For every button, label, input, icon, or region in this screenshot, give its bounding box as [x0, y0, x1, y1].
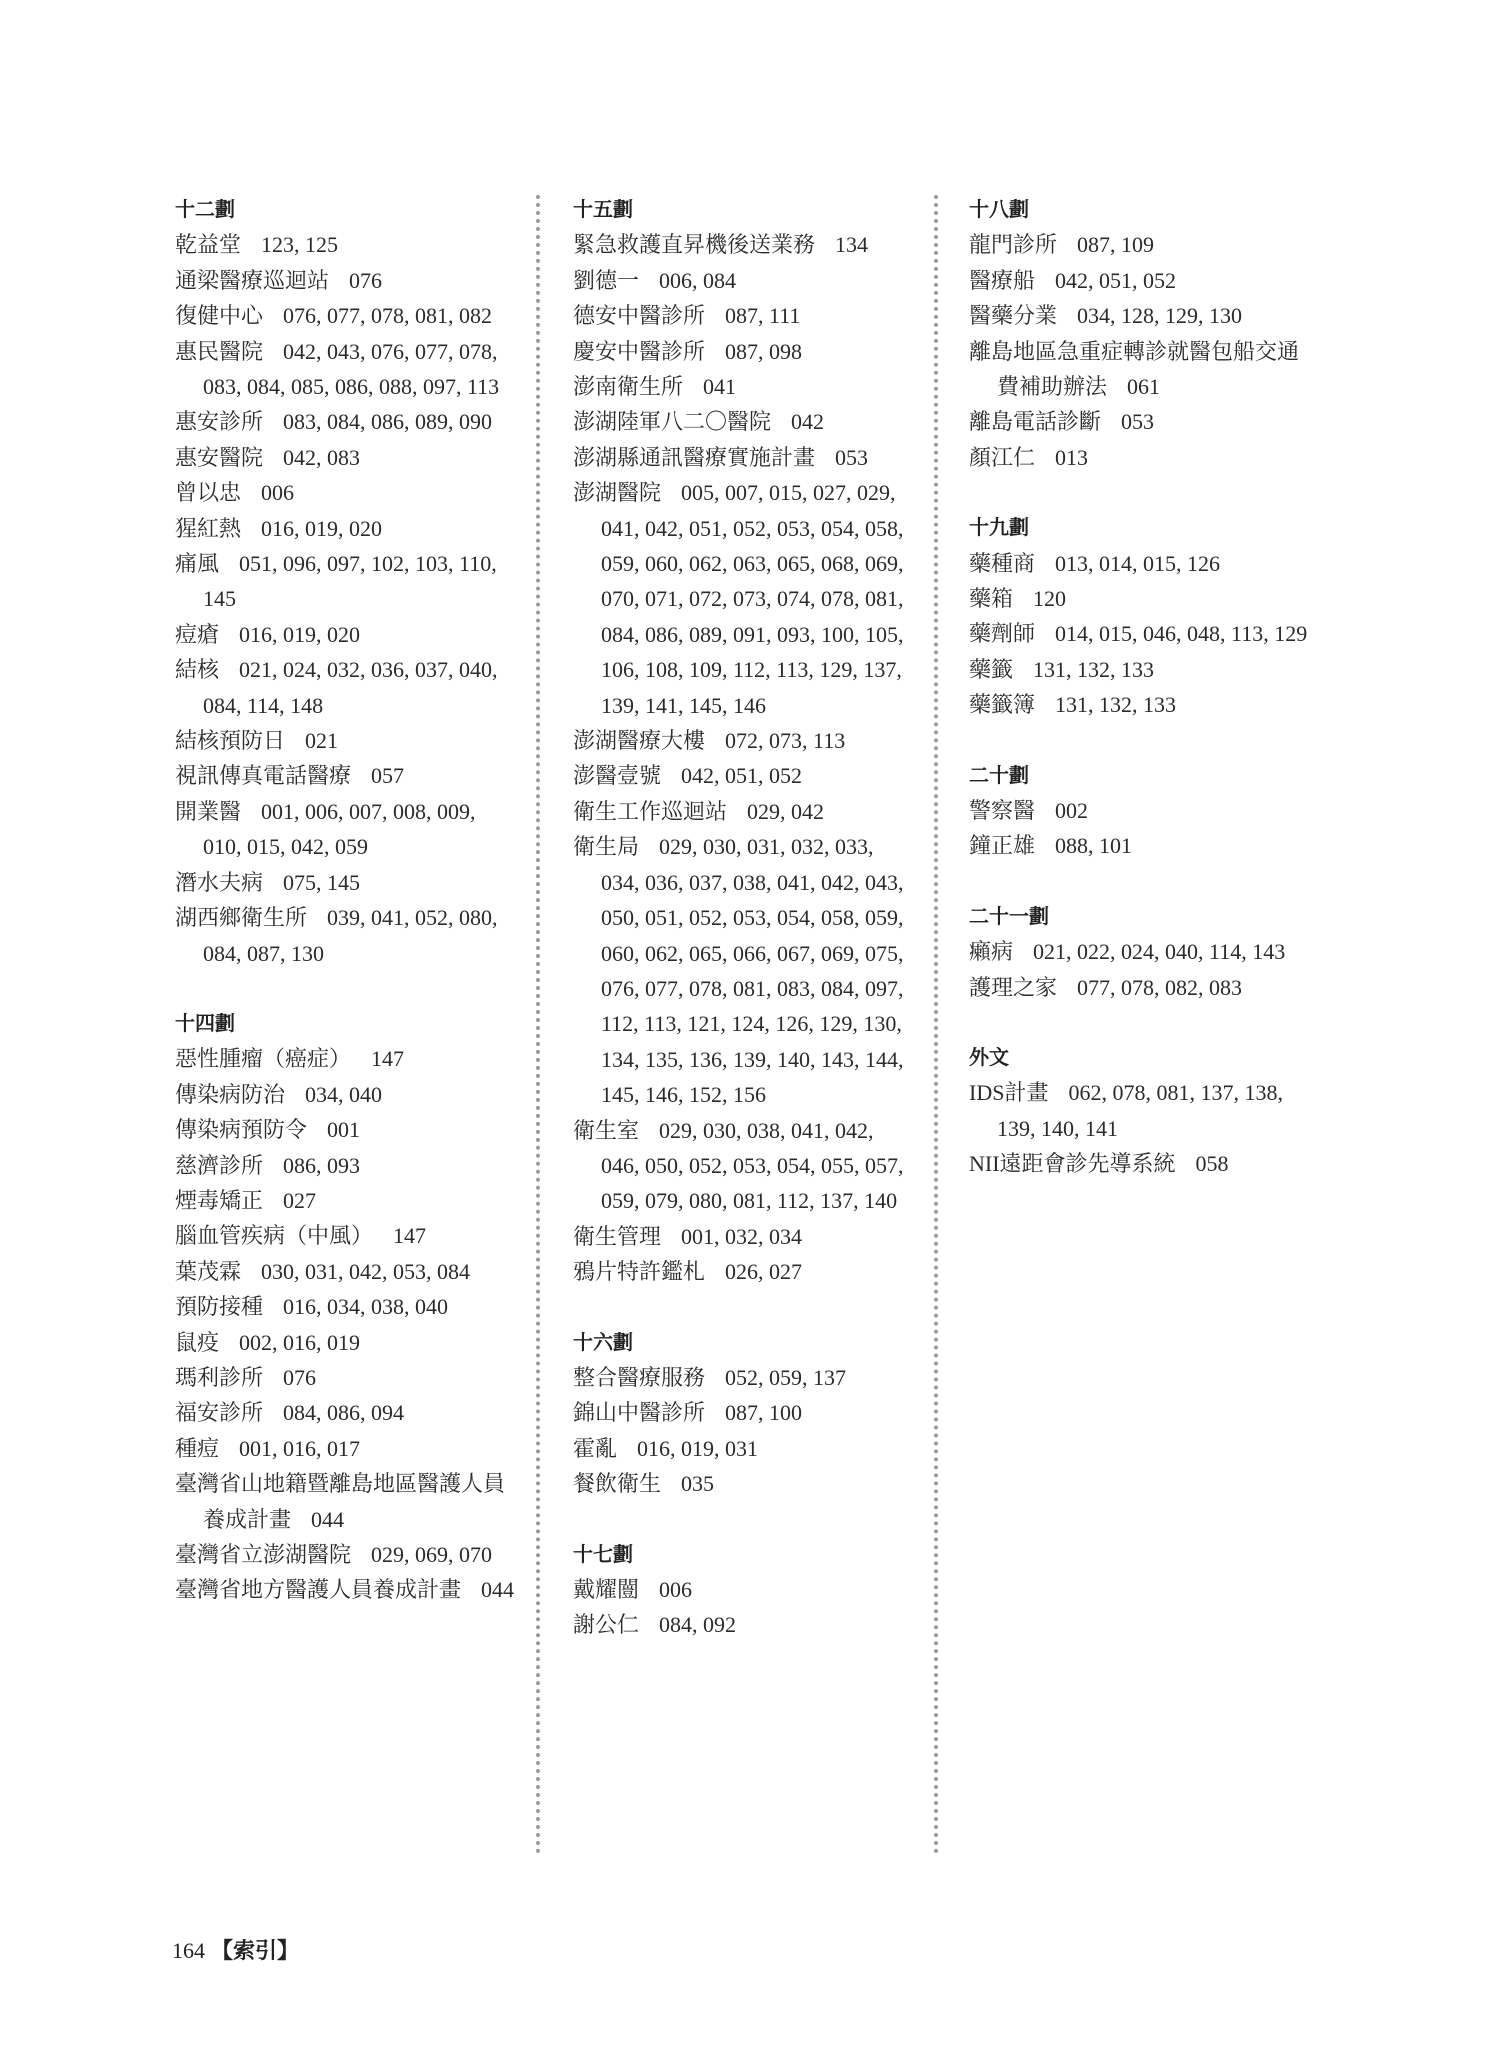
entry-pages: 016, 034, 038, 040: [283, 1294, 449, 1320]
entry-term: 傳染病防治: [175, 1081, 286, 1107]
index-entry: [969, 334, 1309, 405]
entry-pages: 029, 069, 070: [371, 1542, 493, 1567]
index-entry: [175, 758, 515, 793]
entry-term: 謝公仁: [573, 1612, 640, 1638]
index-entry: [175, 900, 515, 971]
index-entry: [573, 404, 913, 439]
entry-pages: 044: [481, 1577, 515, 1603]
index-entry: [969, 828, 1309, 863]
entry-pages: 120: [1033, 586, 1067, 612]
entry-pages: 016, 019, 020: [239, 621, 361, 647]
entry-term: 離島電話診斷: [969, 409, 1102, 435]
index-entry: [175, 1112, 515, 1147]
entry-pages: 077, 078, 082, 083: [1077, 974, 1243, 1000]
entry-term: 慶安中醫診所: [573, 338, 706, 364]
index-entry: [175, 1254, 515, 1289]
index-entry: [573, 758, 913, 793]
entry-pages: 021, 024, 032, 036, 037, 040, 084, 114, 148: [203, 657, 498, 718]
section-heading: 十二劃: [175, 197, 235, 221]
entry-term: 霍亂: [573, 1435, 618, 1461]
column-divider: [934, 195, 938, 1855]
entry-term: 惠安診所: [175, 409, 264, 435]
entry-term: 警察醫: [969, 798, 1036, 824]
index-entry: [175, 1537, 515, 1572]
entry-term: 龍門診所: [969, 232, 1058, 258]
entry-term: 臺灣省地方醫護人員養成計畫: [175, 1577, 462, 1603]
index-entry: [573, 1466, 913, 1501]
entry-pages: 044: [311, 1506, 345, 1532]
entry-pages: 001, 016, 017: [239, 1435, 361, 1461]
index-entry: [573, 1431, 913, 1466]
entry-pages: 042, 051, 052: [1055, 267, 1177, 293]
entry-term: 湖西鄉衛生所: [175, 905, 308, 931]
index-entry: [175, 1183, 515, 1218]
entry-term: 藥劑師: [969, 621, 1036, 647]
entry-pages: 087, 109: [1077, 232, 1155, 258]
index-entry: [573, 723, 913, 758]
entry-pages: 042, 043, 076, 077, 078, 083, 084, 085, 086, 088, 097, 113: [203, 338, 500, 400]
entry-term: 鐘正雄: [969, 833, 1036, 859]
index-entry: [969, 793, 1309, 828]
entry-pages: 147: [393, 1223, 427, 1249]
entry-pages: 029, 030, 031, 032, 033, 034, 036, 037, 038, 041, 042, 043, 050, 051, 052, 053, 054, 058, 059, 060, 062, 065, 066, 067, 069, 075, 076, 077, 078, 081, 083, 084, 097, 112, 113, 121, 124, 126, 129, 130, 134, 135, 136, 139, 140, 143, 144, 145, 146, 152, 156: [601, 834, 904, 1108]
page-footer: [172, 1934, 299, 1965]
entry-term: 開業醫: [175, 798, 242, 824]
index-entry: [573, 829, 913, 1112]
index-entry: [175, 1572, 515, 1607]
index-entry: [573, 794, 913, 829]
entry-pages: 087, 111: [725, 303, 801, 329]
index-entry: [573, 334, 913, 369]
index-section: [969, 899, 1309, 1005]
entry-pages: 001: [327, 1117, 361, 1143]
entry-pages: 086, 093: [283, 1152, 361, 1178]
index-section: [573, 192, 913, 1290]
index-entry: [175, 1431, 515, 1466]
entry-pages: 029, 042: [747, 798, 825, 824]
index-entry: [573, 1113, 913, 1219]
index-section: [175, 192, 515, 971]
entry-pages: 029, 030, 038, 041, 042, 046, 050, 052, 053, 054, 055, 057, 059, 079, 080, 081, 112, 137, 140: [601, 1117, 904, 1214]
entry-pages: 147: [371, 1046, 405, 1072]
index-entry: [969, 687, 1309, 722]
index-entry: [969, 404, 1309, 439]
entry-term: 種痘: [175, 1435, 220, 1461]
entry-term: 癩病: [969, 939, 1014, 965]
index-entry: [573, 1219, 913, 1254]
entry-term: 錦山中醫診所: [573, 1400, 706, 1426]
entry-term: 煙毒矯正: [175, 1187, 264, 1213]
entry-term: 預防接種: [175, 1294, 264, 1320]
page-number: 164: [172, 1938, 205, 1963]
entry-term: IDS計畫: [969, 1080, 1049, 1106]
entry-pages: 084, 092: [659, 1612, 737, 1638]
entry-pages: 002: [1055, 798, 1089, 824]
column-divider: [536, 195, 540, 1855]
entry-term: 衛生室: [573, 1117, 640, 1143]
index-section: [175, 1006, 515, 1608]
entry-pages: 005, 007, 015, 027, 029, 041, 042, 051, 052, 053, 054, 058, 059, 060, 062, 063, 065, 068, 069, 070, 071, 072, 073, 074, 078, 081, 084, 086, 089, 091, 093, 100, 105, 106, 108, 109, 112, 113, 129, 137, 139, 141, 145, 146: [601, 480, 904, 718]
entry-pages: 076, 077, 078, 081, 082: [283, 303, 493, 329]
entry-term: 傳染病預防令: [175, 1117, 308, 1143]
index-column-3: [969, 192, 1309, 1217]
entry-pages: 087, 100: [725, 1400, 803, 1426]
index-column-2: [573, 192, 913, 1678]
entry-term: 澎湖縣通訊醫療實施計畫: [573, 444, 816, 470]
section-heading: 十四劃: [175, 1010, 235, 1035]
entry-term: 福安診所: [175, 1400, 264, 1426]
entry-pages: 001, 006, 007, 008, 009, 010, 015, 042, 059: [203, 798, 476, 860]
entry-term: 顏江仁: [969, 444, 1036, 470]
entry-pages: 013, 014, 015, 126: [1055, 550, 1221, 576]
index-entry: [969, 581, 1309, 616]
entry-pages: 062, 078, 081, 137, 138, 139, 140, 141: [997, 1080, 1283, 1141]
index-entry: [175, 1289, 515, 1324]
entry-term: 痘瘡: [175, 621, 220, 647]
entry-term: 衛生工作巡迴站: [573, 798, 728, 824]
entry-term: 藥籤簿: [969, 692, 1036, 718]
entry-term: 澎湖陸軍八二〇醫院: [573, 409, 772, 435]
entry-pages: 027: [283, 1187, 317, 1213]
entry-term: 瑪利診所: [175, 1364, 264, 1390]
section-heading: 十九劃: [969, 515, 1029, 540]
index-section: [573, 1325, 913, 1502]
index-entry: [175, 723, 515, 758]
entry-pages: 030, 031, 042, 053, 084: [261, 1258, 471, 1284]
entry-term: 藥種商: [969, 550, 1036, 576]
index-entry: [175, 1466, 515, 1537]
entry-pages: 083, 084, 086, 089, 090: [283, 409, 493, 435]
entry-pages: 076: [349, 267, 383, 293]
index-entry: [175, 1325, 515, 1360]
entry-pages: 035: [681, 1471, 715, 1497]
index-entry: [175, 263, 515, 298]
entry-term: 猩紅熱: [175, 515, 242, 541]
entry-pages: 006: [261, 480, 295, 506]
index-entry: [969, 546, 1309, 581]
index-entry: [175, 227, 515, 262]
entry-pages: 061: [1127, 374, 1161, 400]
entry-term: 慈濟診所: [175, 1152, 264, 1178]
entry-pages: 052, 059, 137: [725, 1364, 847, 1390]
entry-term: 結核: [175, 657, 220, 683]
index-entry: [175, 1218, 515, 1253]
index-entry: [573, 1607, 913, 1642]
index-entry: [175, 511, 515, 546]
entry-pages: 014, 015, 046, 048, 113, 129: [1055, 621, 1308, 647]
entry-term: 腦血管疾病（中風）: [175, 1223, 374, 1249]
entry-term: 澎南衛生所: [573, 374, 684, 400]
index-entry: [175, 865, 515, 900]
index-entry: [573, 475, 913, 723]
entry-pages: 123, 125: [261, 232, 339, 258]
index-entry: [175, 1148, 515, 1183]
entry-term: 惡性腫瘤（癌症）: [175, 1046, 352, 1072]
entry-pages: 034, 040: [305, 1081, 383, 1107]
index-entry: [969, 227, 1309, 262]
entry-pages: 042, 083: [283, 444, 361, 470]
entry-term: 臺灣省山地籍暨離島地區醫護人員養成計畫: [175, 1471, 506, 1532]
index-entry: [573, 369, 913, 404]
section-heading: 外文: [969, 1045, 1009, 1070]
entry-term: 臺灣省立澎湖醫院: [175, 1542, 352, 1567]
entry-term: 葉茂霖: [175, 1258, 242, 1284]
entry-term: 澎湖醫療大樓: [573, 728, 706, 754]
entry-pages: 057: [371, 763, 405, 789]
entry-term: 惠安醫院: [175, 444, 264, 470]
entry-term: 衛生局: [573, 834, 640, 860]
entry-pages: 006: [659, 1576, 693, 1602]
entry-term: 視訊傳真電話醫療: [175, 763, 352, 789]
index-entry: [969, 970, 1309, 1005]
entry-pages: 131, 132, 133: [1033, 656, 1155, 682]
entry-pages: 002, 016, 019: [239, 1329, 361, 1355]
entry-pages: 076: [283, 1364, 317, 1390]
entry-pages: 039, 041, 052, 080, 084, 087, 130: [203, 905, 498, 966]
entry-term: 護理之家: [969, 974, 1058, 1000]
entry-term: NII遠距會診先導系統: [969, 1151, 1176, 1177]
entry-term: 劉德一: [573, 267, 640, 293]
entry-pages: 087, 098: [725, 338, 803, 364]
index-section: [969, 192, 1309, 475]
entry-pages: 016, 019, 031: [637, 1435, 759, 1461]
section-title: 【索引】: [211, 1938, 300, 1963]
entry-pages: 026, 027: [725, 1259, 803, 1285]
entry-pages: 051, 096, 097, 102, 103, 110, 145: [203, 551, 497, 612]
index-entry: [175, 334, 515, 405]
entry-term: 戴耀闓: [573, 1576, 640, 1602]
index-section: [969, 1040, 1309, 1182]
entry-pages: 006, 084: [659, 267, 737, 293]
index-entry: [175, 652, 515, 723]
entry-term: 澎湖醫院: [573, 480, 662, 506]
entry-term: 通梁醫療巡迴站: [175, 267, 330, 293]
index-section: [969, 758, 1309, 864]
index-column-1: [175, 192, 515, 1643]
entry-term: 餐飲衛生: [573, 1471, 662, 1497]
section-heading: 十五劃: [573, 197, 633, 221]
entry-term: 結核預防日: [175, 728, 286, 754]
index-entry: [969, 1146, 1309, 1181]
index-entry: [175, 794, 515, 865]
entry-term: 潛水夫病: [175, 869, 264, 895]
entry-pages: 084, 086, 094: [283, 1400, 405, 1426]
entry-term: 德安中醫診所: [573, 303, 706, 329]
entry-pages: 058: [1195, 1151, 1229, 1177]
entry-pages: 013: [1055, 444, 1089, 470]
index-entry: [175, 298, 515, 333]
entry-pages: 053: [1121, 409, 1155, 435]
entry-term: 痛風: [175, 551, 220, 577]
entry-pages: 072, 073, 113: [725, 728, 846, 754]
entry-pages: 053: [835, 444, 869, 470]
index-entry: [573, 1254, 913, 1289]
entry-pages: 088, 101: [1055, 833, 1133, 859]
entry-term: 緊急救護直昇機後送業務: [573, 232, 816, 258]
entry-term: 乾益堂: [175, 232, 242, 258]
index-entry: [573, 440, 913, 475]
entry-term: 鴉片特許鑑札: [573, 1259, 706, 1285]
index-entry: [969, 440, 1309, 475]
entry-term: 衛生管理: [573, 1223, 662, 1249]
entry-pages: 016, 019, 020: [261, 515, 383, 541]
section-heading: 二十一劃: [969, 903, 1049, 928]
entry-pages: 041: [703, 374, 737, 400]
index-entry: [969, 652, 1309, 687]
index-section: [573, 1537, 913, 1643]
entry-pages: 021, 022, 024, 040, 114, 143: [1033, 939, 1286, 965]
index-entry: [175, 1077, 515, 1112]
index-entry: [175, 475, 515, 510]
section-heading: 二十劃: [969, 762, 1029, 787]
section-heading: 十六劃: [573, 1329, 633, 1354]
entry-pages: 001, 032, 034: [681, 1223, 803, 1249]
index-entry: [969, 298, 1309, 333]
entry-term: 離島地區急重症轉診就醫包船交通費補助辦法: [969, 338, 1300, 400]
entry-term: 醫療船: [969, 267, 1036, 293]
index-entry: [175, 1360, 515, 1395]
entry-term: 曾以忠: [175, 480, 242, 506]
entry-term: 復健中心: [175, 303, 264, 329]
index-entry: [573, 298, 913, 333]
entry-term: 整合醫療服務: [573, 1364, 706, 1390]
index-entry: [573, 227, 913, 262]
entry-term: 藥籤: [969, 656, 1014, 682]
index-entry: [573, 1395, 913, 1430]
index-entry: [969, 616, 1309, 651]
entry-pages: 042, 051, 052: [681, 763, 803, 789]
index-entry: [969, 934, 1309, 969]
entry-pages: 131, 132, 133: [1055, 692, 1177, 718]
section-heading: 十八劃: [969, 197, 1029, 221]
index-entry: [175, 546, 515, 617]
index-section: [969, 510, 1309, 722]
entry-pages: 042: [791, 409, 825, 435]
entry-pages: 134: [835, 232, 869, 258]
index-entry: [175, 1041, 515, 1076]
entry-term: 醫藥分業: [969, 303, 1058, 329]
index-entry: [969, 1075, 1309, 1146]
index-entry: [573, 263, 913, 298]
entry-pages: 075, 145: [283, 869, 361, 895]
section-heading: 十七劃: [573, 1541, 633, 1566]
entry-term: 澎醫壹號: [573, 763, 662, 789]
index-entry: [175, 404, 515, 439]
entry-term: 藥箱: [969, 586, 1014, 612]
index-entry: [175, 1395, 515, 1430]
entry-pages: 034, 128, 129, 130: [1077, 303, 1243, 329]
index-entry: [969, 263, 1309, 298]
index-entry: [573, 1572, 913, 1607]
entry-term: 鼠疫: [175, 1329, 220, 1355]
entry-pages: 021: [305, 728, 339, 754]
index-entry: [573, 1360, 913, 1395]
entry-term: 惠民醫院: [175, 338, 264, 364]
index-entry: [175, 440, 515, 475]
index-entry: [175, 617, 515, 652]
